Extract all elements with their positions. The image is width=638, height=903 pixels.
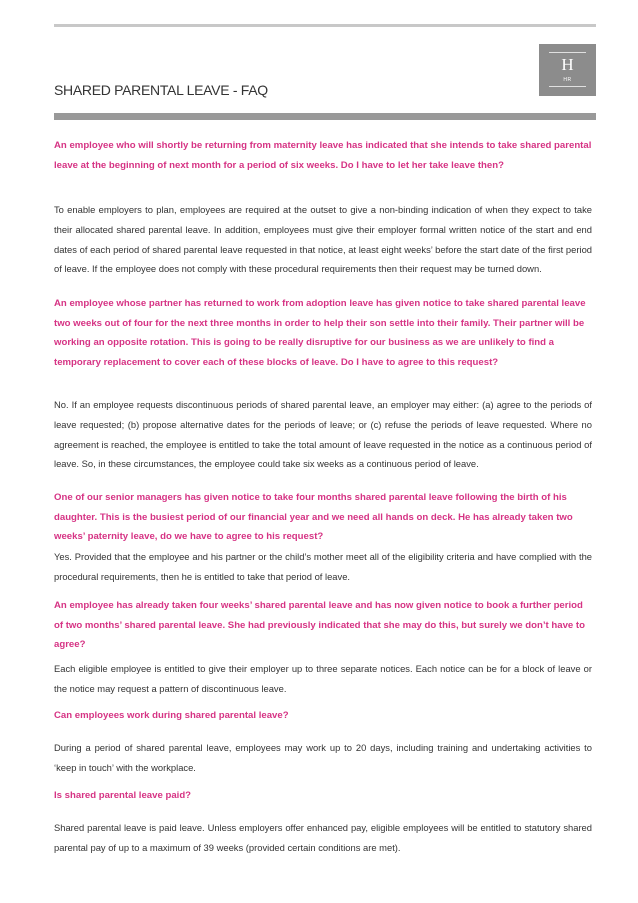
faq-answer-2: No. If an employee requests discontinuous periods of shared parental leave, an employer may either: (a) agree to the periods of leave requested; (b) propose alternative dates for the periods of leave; or (c) refuse the periods of leave requested. Where no agreement is reached, the employee is entitled to take the total amount of leave requested in the notice as a continuous period of leave. So, in these circumstances, the employee could take six weeks as a continuous period of leave. [54, 399, 592, 470]
logo-rule-top [549, 52, 586, 53]
faq-question-6: Is shared parental leave paid? [54, 790, 192, 801]
faq-question-4: An employee has already taken four weeks’ shared parental leave and has now given notice to book a further period of two months’ shared parental leave. She had previously indicated that she may do this, but surely we don’t have to agree? [54, 600, 585, 650]
faq-answer-5: During a period of shared parental leave, employees may work up to 20 days, including training and undertaking activities to ‘keep in touch’ with the workplace. [54, 742, 592, 773]
faq-answer-1: To enable employers to plan, employees are required at the outset to give a non-binding indication of when they expect to take their allocated shared parental leave. In addition, employees must give their employer formal written notice of the start and end dates of each period of shared parental leave requested in that notice, at least eight weeks’ before the start date of the first period of leave. If the employee does not comply with these procedural requirements then their request may be turned down. [54, 204, 592, 275]
logo-rule-bottom [549, 86, 586, 87]
faq-answer-6: Shared parental leave is paid leave. Unless employers offer enhanced pay, eligible employees will be entitled to statutory shared parental pay of up to a maximum of 39 weeks (provided certain conditions are met). [54, 822, 592, 853]
faq-question-1: An employee who will shortly be returning from maternity leave has indicated that she intends to take shared parental leave at the beginning of next month for a period of six weeks. Do I have to let her take leave then? [54, 140, 592, 171]
company-logo [539, 44, 596, 96]
top-divider [54, 24, 596, 27]
faq-answer-3: Yes. Provided that the employee and his partner or the child’s mother meet all of the eligibility criteria and have complied with the procedural requirements, then he is entitled to take that period of leave. [54, 551, 592, 582]
title-divider [54, 113, 596, 120]
page-title: SHARED PARENTAL LEAVE - FAQ [54, 82, 268, 98]
faq-question-5: Can employees work during shared parental leave? [54, 710, 289, 721]
logo-text: HR [563, 77, 572, 83]
faq-answer-4: Each eligible employee is entitled to give their employer up to three separate notices. Each notice can be for a block of leave or the notice may request a pattern of discontinuous leave. [54, 663, 592, 694]
logo-mark: H [561, 55, 574, 74]
faq-question-3: One of our senior managers has given notice to take four months shared parental leave following the birth of his daughter. This is the busiest period of our financial year and we need all hands on deck. He has already taken two weeks’ paternity leave, do we have to agree to his request? [54, 492, 573, 542]
faq-question-2: An employee whose partner has returned to work from adoption leave has given notice to take shared parental leave two weeks out of four for the next three months in order to help their son settle into their family. Their partner will be working an opposite rotation. This is going to be really disruptive for our business as we are unlikely to find a temporary replacement to cover each of these blocks of leave. Do I have to agree to this request? [54, 298, 586, 368]
